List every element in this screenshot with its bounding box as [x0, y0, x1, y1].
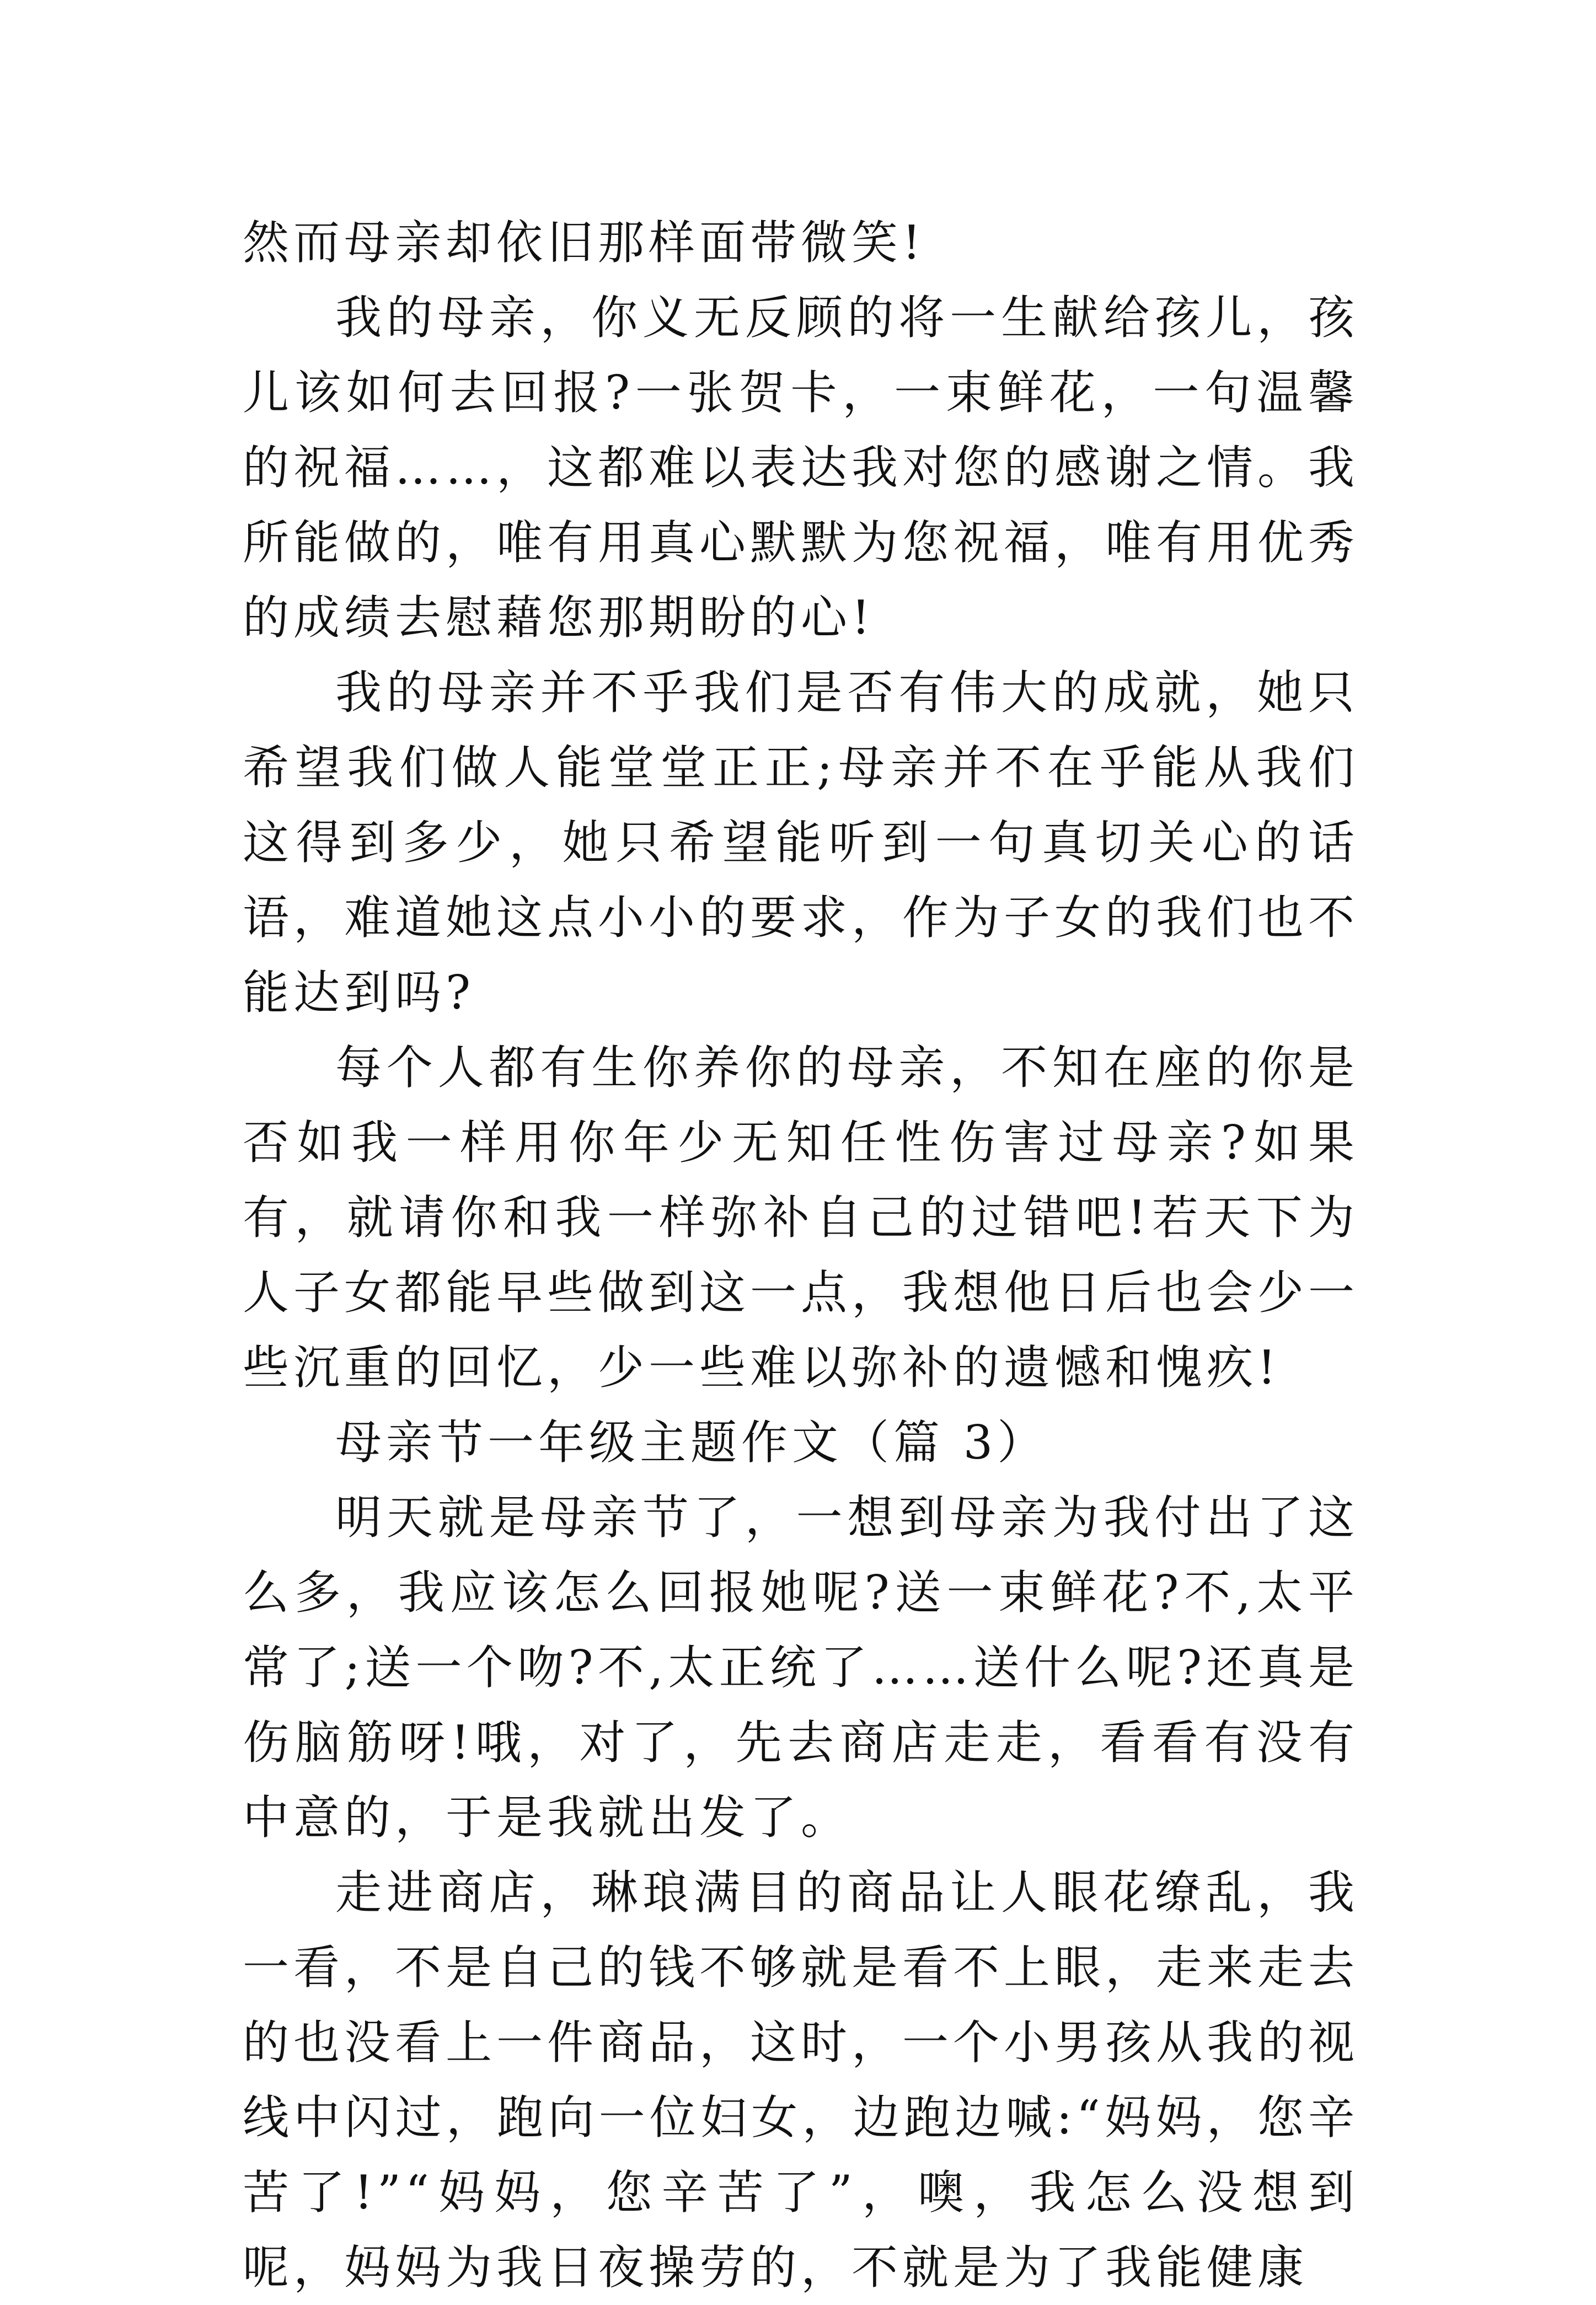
- paragraph: 我的母亲并不乎我们是否有伟大的成就，她只希望我们做人能堂堂正正;母亲并不在乎能从我们这得到多少，她只希望能听到一句真切关心的话语，难道她这点小小的要求，作为子女的我们也不能达到吗?: [243, 666, 1359, 1020]
- document-page: [243, 205, 1359, 2305]
- paragraph-continuation: 然而母亲却依旧那样面带微笑!: [243, 216, 925, 270]
- paragraph: 每个人都有生你养你的母亲，不知在座的你是否如我一样用你年少无知任性伤害过母亲?如果有，就请你和我一样弥补自己的过错吧!若天下为人子女都能早些做到这一点，我想他日后也会少一些沉重的回忆，少一些难以弥补的遗憾和愧疚!: [243, 1041, 1359, 1395]
- paragraph: 明天就是母亲节了，一想到母亲为我付出了这么多，我应该怎么回报她呢?送一束鲜花?不,太平常了;送一个吻?不,太正统了……送什么呢?还真是伤脑筋呀!哦，对了，先去商店走走，看看有没有中意的，于是我就出发了。: [243, 1491, 1359, 1845]
- paragraph: 我的母亲，你义无反顾的将一生献给孩儿，孩儿该如何去回报?一张贺卡，一束鲜花，一句温馨的祝福……，这都难以表达我对您的感谢之情。我所能做的，唯有用真心默默为您祝福，唯有用优秀的成绩去慰藉您那期盼的心!: [243, 291, 1359, 645]
- paragraph: 走进商店，琳琅满目的商品让人眼花缭乱，我一看，不是自己的钱不够就是看不上眼，走来走去的也没看上一件商品，这时，一个小男孩从我的视线中闪过，跑向一位妇女，边跑边喊:“妈妈，您辛苦了!”“妈妈，您辛苦了”，噢，我怎么没想到呢，妈妈为我日夜操劳的，不就是为了我能健康: [243, 1866, 1359, 2295]
- section-heading: 母亲节一年级主题作文（篇 3）: [335, 1416, 1048, 1470]
